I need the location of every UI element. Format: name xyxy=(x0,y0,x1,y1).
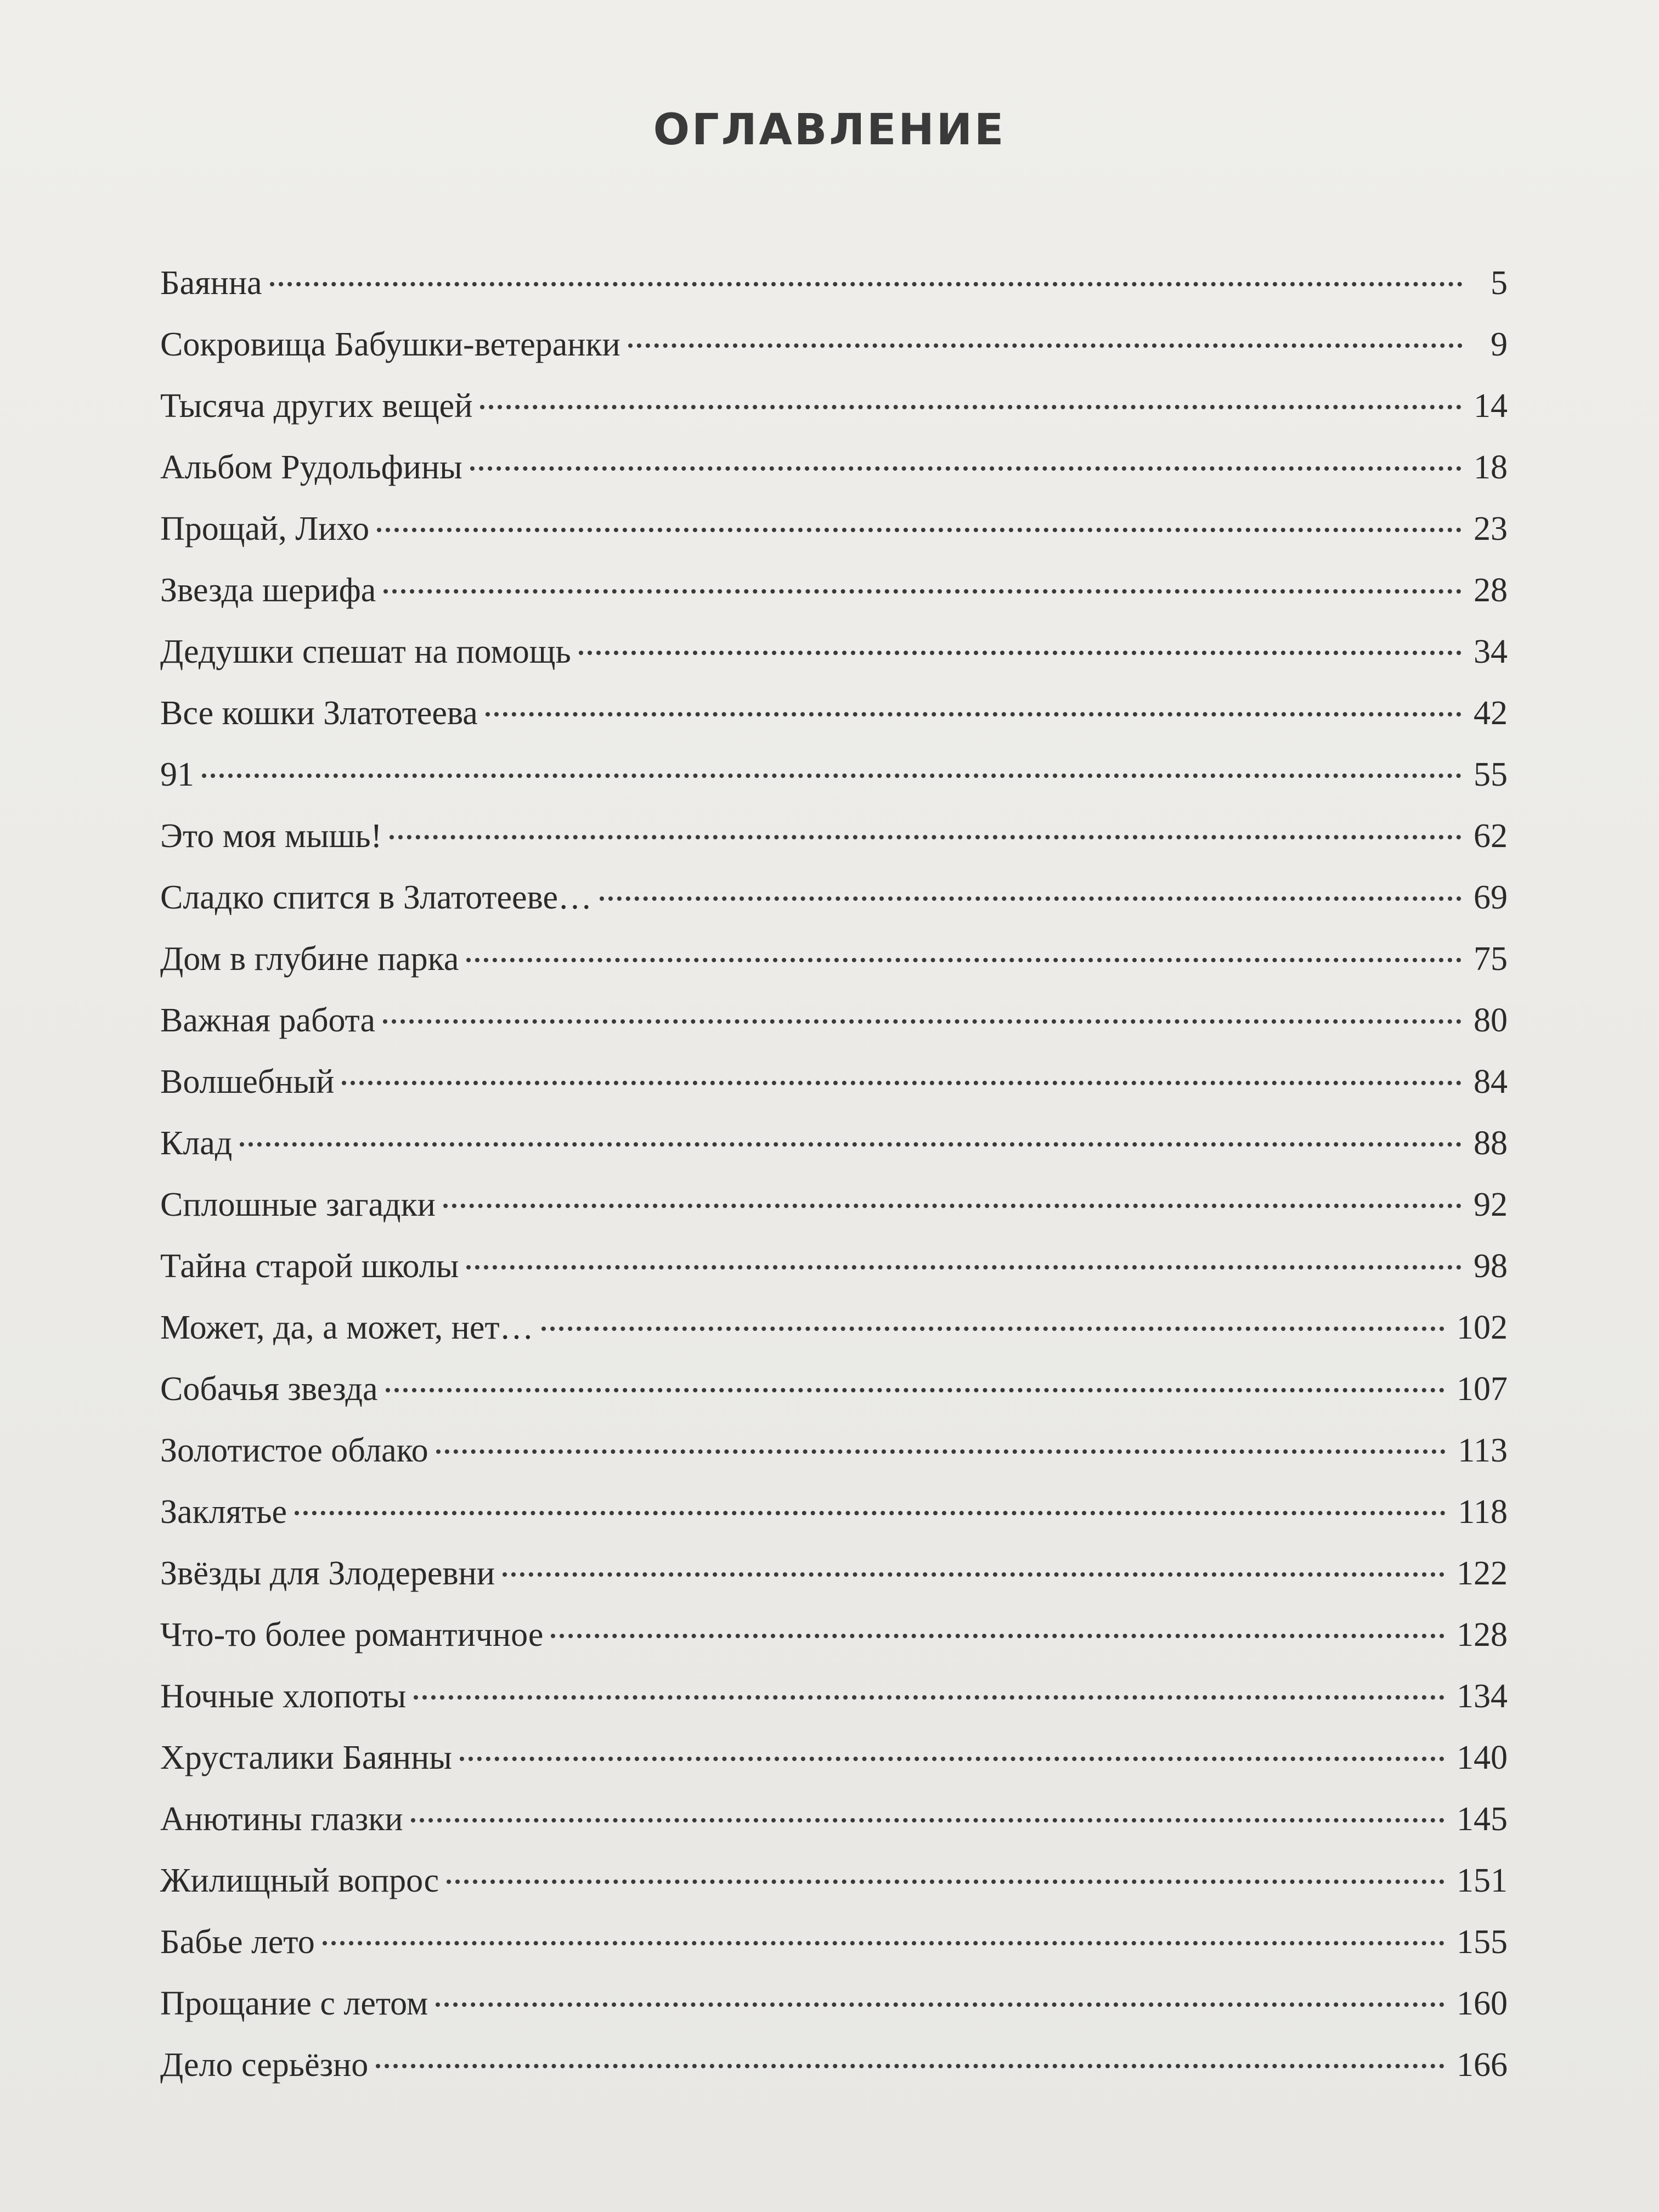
dot-leader xyxy=(270,282,1463,286)
dot-leader xyxy=(503,1572,1444,1577)
dot-leader xyxy=(386,1388,1444,1392)
entry-page-number: 69 xyxy=(1474,879,1508,916)
entry-page-number: 151 xyxy=(1457,1862,1508,1899)
entry-page-number: 134 xyxy=(1457,1678,1508,1715)
entry-title: Звёзды для Злодеревни xyxy=(160,1555,495,1592)
dot-leader xyxy=(436,2002,1444,2007)
toc-entry xyxy=(160,1604,1508,1666)
toc-entry xyxy=(160,867,1508,928)
entry-page-number: 84 xyxy=(1474,1063,1508,1101)
toc-entry xyxy=(160,1174,1508,1235)
entry-page-number: 28 xyxy=(1474,572,1508,609)
dot-leader xyxy=(202,774,1462,778)
entry-title: Прощание с летом xyxy=(160,1985,428,2022)
toc-entry xyxy=(160,928,1508,990)
entry-page-number: 34 xyxy=(1474,633,1508,670)
toc-entry xyxy=(160,1235,1508,1297)
toc-entry xyxy=(160,1051,1508,1113)
entry-page-number: 155 xyxy=(1457,1923,1508,1961)
dot-leader xyxy=(376,2064,1444,2068)
dot-leader xyxy=(541,1327,1444,1331)
entry-page-number: 122 xyxy=(1457,1555,1508,1592)
entry-page-number: 98 xyxy=(1474,1248,1508,1285)
toc-entry xyxy=(160,744,1508,805)
toc-entry xyxy=(160,1358,1508,1420)
toc-entry xyxy=(160,805,1508,867)
entry-page-number: 80 xyxy=(1474,1002,1508,1039)
entry-page-number: 55 xyxy=(1474,756,1508,793)
dot-leader xyxy=(323,1941,1444,1945)
entry-page-number: 62 xyxy=(1474,817,1508,855)
entry-title: Важная работа xyxy=(160,1002,376,1039)
entry-page-number: 23 xyxy=(1474,510,1508,548)
toc-entry xyxy=(160,498,1508,560)
dot-leader xyxy=(551,1634,1444,1638)
toc-entry xyxy=(160,1850,1508,1911)
page-title: ОГЛАВЛЕНИЕ xyxy=(653,105,1006,155)
toc-entry xyxy=(160,375,1508,437)
dot-leader xyxy=(383,589,1462,594)
entry-title: Жилищный вопрос xyxy=(160,1862,439,1899)
dot-leader xyxy=(390,835,1462,839)
entry-page-number: 166 xyxy=(1457,2046,1508,2084)
toc-entry xyxy=(160,1113,1508,1174)
entry-title: Прощай, Лихо xyxy=(160,510,370,548)
dot-leader xyxy=(579,651,1462,655)
toc-entry xyxy=(160,252,1508,314)
toc-entry xyxy=(160,1481,1508,1543)
entry-title: Заклятье xyxy=(160,1493,287,1531)
toc-entry xyxy=(160,1973,1508,2034)
entry-title: Клад xyxy=(160,1125,233,1162)
toc-entry xyxy=(160,1297,1508,1358)
dot-leader xyxy=(628,343,1463,348)
toc-entry xyxy=(160,2034,1508,2096)
entry-page-number: 18 xyxy=(1474,449,1508,486)
entry-title: Сокровища Бабушки-ветеранки xyxy=(160,326,620,363)
toc-entry xyxy=(160,1788,1508,1850)
entry-title: Бабье лето xyxy=(160,1923,315,1961)
dot-leader xyxy=(295,1511,1446,1515)
entry-page-number: 102 xyxy=(1457,1309,1508,1346)
entry-title: Анютины глазки xyxy=(160,1801,403,1838)
entry-page-number: 5 xyxy=(1491,264,1508,302)
toc-entry xyxy=(160,990,1508,1051)
entry-page-number: 92 xyxy=(1474,1186,1508,1223)
toc-entry xyxy=(160,1420,1508,1481)
toc-entry xyxy=(160,560,1508,621)
dot-leader xyxy=(466,958,1462,962)
entry-title: Тайна старой школы xyxy=(160,1248,459,1285)
entry-title: Альбом Рудольфины xyxy=(160,449,462,486)
dot-leader xyxy=(486,712,1462,716)
dot-leader xyxy=(240,1142,1462,1147)
entry-page-number: 9 xyxy=(1491,326,1508,363)
toc-entry xyxy=(160,437,1508,498)
entry-page-number: 118 xyxy=(1458,1493,1508,1531)
table-of-contents xyxy=(160,252,1508,2096)
dot-leader xyxy=(470,466,1462,471)
dot-leader xyxy=(480,405,1462,409)
toc-entry xyxy=(160,1911,1508,1973)
entry-title: Дело серьёзно xyxy=(160,2046,369,2084)
entry-page-number: 140 xyxy=(1457,1739,1508,1776)
entry-page-number: 88 xyxy=(1474,1125,1508,1162)
dot-leader xyxy=(436,1449,1446,1454)
entry-title: Что-то более романтичное xyxy=(160,1616,544,1654)
entry-title: Тысяча других вещей xyxy=(160,387,473,425)
toc-entry xyxy=(160,1543,1508,1604)
entry-title: Волшебный xyxy=(160,1063,335,1101)
toc-entry xyxy=(160,1727,1508,1788)
entry-page-number: 145 xyxy=(1457,1801,1508,1838)
entry-title: Сладко спится в Златотееве… xyxy=(160,879,592,916)
toc-entry xyxy=(160,621,1508,682)
entry-page-number: 42 xyxy=(1474,695,1508,732)
entry-page-number: 160 xyxy=(1457,1985,1508,2022)
dot-leader xyxy=(414,1695,1444,1700)
dot-leader xyxy=(383,1019,1462,1024)
entry-page-number: 75 xyxy=(1474,940,1508,978)
entry-title: 91 xyxy=(160,756,194,793)
entry-page-number: 107 xyxy=(1457,1370,1508,1408)
entry-title: Все кошки Златотеева xyxy=(160,695,478,732)
entry-title: Может, да, а может, нет… xyxy=(160,1309,534,1346)
entry-title: Ночные хлопоты xyxy=(160,1678,407,1715)
entry-title: Звезда шерифа xyxy=(160,572,376,609)
entry-page-number: 14 xyxy=(1474,387,1508,425)
dot-leader xyxy=(447,1880,1444,1884)
toc-entry xyxy=(160,314,1508,375)
dot-leader xyxy=(377,528,1462,532)
entry-title: Баянна xyxy=(160,264,262,302)
entry-title: Это моя мышь! xyxy=(160,817,382,855)
entry-page-number: 128 xyxy=(1457,1616,1508,1654)
entry-title: Сплошные загадки xyxy=(160,1186,436,1223)
entry-title: Дедушки спешат на помощь xyxy=(160,633,571,670)
entry-page-number: 113 xyxy=(1458,1432,1508,1469)
toc-entry xyxy=(160,682,1508,744)
entry-title: Собачья звезда xyxy=(160,1370,378,1408)
dot-leader xyxy=(342,1081,1462,1085)
dot-leader xyxy=(600,896,1462,901)
toc-entry xyxy=(160,1666,1508,1727)
dot-leader xyxy=(443,1204,1462,1208)
entry-title: Золотистое облако xyxy=(160,1432,428,1469)
dot-leader xyxy=(411,1818,1444,1822)
entry-title: Хрусталики Баянны xyxy=(160,1739,452,1776)
entry-title: Дом в глубине парка xyxy=(160,940,459,978)
dot-leader xyxy=(466,1265,1462,1269)
dot-leader xyxy=(460,1757,1444,1761)
